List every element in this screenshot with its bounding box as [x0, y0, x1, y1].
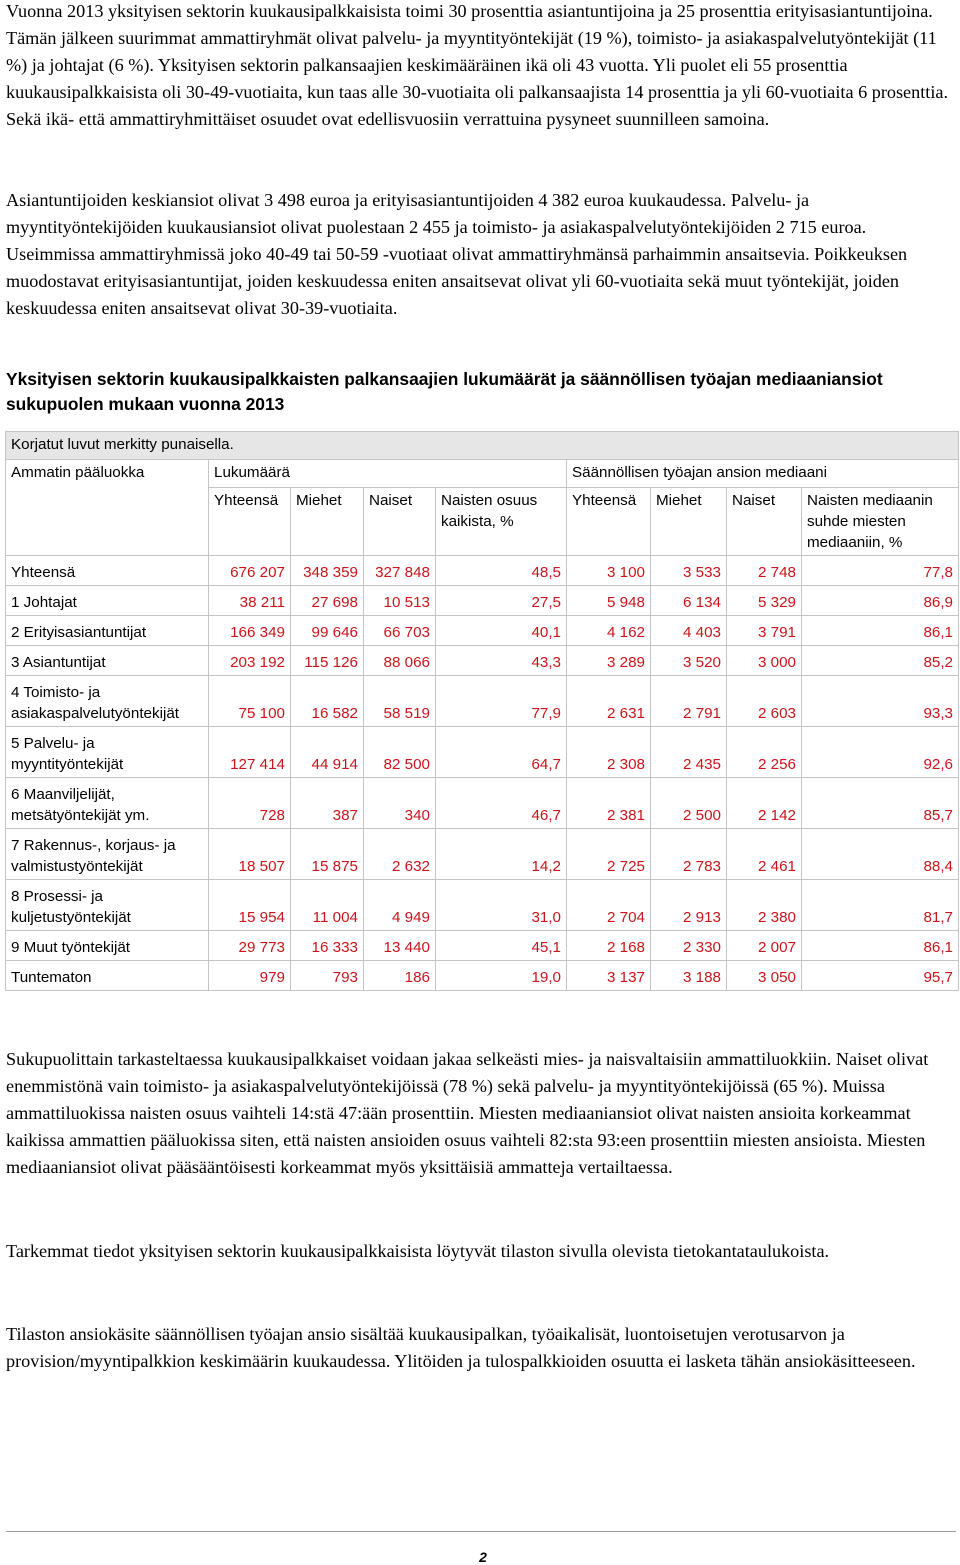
median-group-header: Säännöllisen työajan ansion mediaani — [567, 460, 959, 488]
count-share-cell: 19,0 — [436, 961, 567, 991]
page-number: 2 — [479, 1549, 487, 1565]
count-total-header: Yhteensä — [209, 488, 291, 556]
median-ratio-cell: 85,2 — [802, 646, 959, 676]
count-women-cell: 327 848 — [364, 556, 436, 586]
definition-paragraph: Tilaston ansiokäsite säännöllisen työajan ansio sisältää kuukausipalkan, työaikalisät, luontoisetujen verotusarvon ja provision/myyntipalkkion keskimäärin kuukaudessa. Ylitöiden ja tulospalkkioiden osuutta ei lasketa tähän ansiokäsitteeseen. — [6, 1324, 916, 1371]
median-total-cell: 2 725 — [567, 829, 651, 880]
median-ratio-cell: 86,1 — [802, 616, 959, 646]
count-total-cell: 127 414 — [209, 727, 291, 778]
row-category-label: 8 Prosessi- ja kuljetustyöntekijät — [6, 880, 209, 931]
count-share-cell: 31,0 — [436, 880, 567, 931]
median-men-cell: 3 520 — [651, 646, 727, 676]
median-ratio-cell: 81,7 — [802, 880, 959, 931]
group-header-row — [6, 460, 959, 488]
table-row — [6, 676, 959, 727]
median-men-cell: 2 783 — [651, 829, 727, 880]
table-row — [6, 829, 959, 880]
count-total-cell: 15 954 — [209, 880, 291, 931]
table-row — [6, 556, 959, 586]
table-row — [6, 931, 959, 961]
count-men-cell: 11 004 — [291, 880, 364, 931]
median-men-cell: 2 500 — [651, 778, 727, 829]
table-row — [6, 727, 959, 778]
median-total-cell: 3 289 — [567, 646, 651, 676]
count-men-cell: 16 582 — [291, 676, 364, 727]
earnings-paragraph: Asiantuntijoiden keskiansiot olivat 3 498 euroa ja erityisasiantuntijoiden 4 382 euroa kuukaudessa. Palvelu- ja myyntityöntekijöiden kuukausiansiot olivat puolestaan 2 455 ja toimisto- ja asiakaspalvelutyöntekijöiden 2 715 euroa. Useimmissa ammattiryhmissä joko 40-49 tai 50-59 -vuotiaat olivat ammattiryhmänsä parhaimmin ansaitsevia. Poikkeuksen muodostavat erityisasiantuntijat, joiden keskuudessa eniten ansaitsevat olivat yli 60-vuotiaita sekä muut työntekijät, joiden keskuudessa eniten ansaitsevat olivat 30-39-vuotiaita. — [6, 190, 908, 318]
count-men-header: Miehet — [291, 488, 364, 556]
count-women-cell: 58 519 — [364, 676, 436, 727]
median-ratio-cell: 93,3 — [802, 676, 959, 727]
footer-divider — [6, 1531, 956, 1532]
table-row — [6, 778, 959, 829]
count-women-cell: 82 500 — [364, 727, 436, 778]
median-total-cell: 2 381 — [567, 778, 651, 829]
median-men-cell: 6 134 — [651, 586, 727, 616]
table-row — [6, 880, 959, 931]
row-category-label: 9 Muut työntekijät — [6, 931, 209, 961]
median-men-cell: 2 791 — [651, 676, 727, 727]
median-men-cell: 2 435 — [651, 727, 727, 778]
count-women-cell: 186 — [364, 961, 436, 991]
count-share-cell: 40,1 — [436, 616, 567, 646]
count-total-cell: 203 192 — [209, 646, 291, 676]
count-women-cell: 13 440 — [364, 931, 436, 961]
count-total-cell: 18 507 — [209, 829, 291, 880]
count-men-cell: 115 126 — [291, 646, 364, 676]
median-total-cell: 2 168 — [567, 931, 651, 961]
median-ratio-cell: 86,9 — [802, 586, 959, 616]
count-men-cell: 16 333 — [291, 931, 364, 961]
count-total-cell: 979 — [209, 961, 291, 991]
count-share-cell: 64,7 — [436, 727, 567, 778]
count-men-cell: 387 — [291, 778, 364, 829]
median-men-cell: 3 188 — [651, 961, 727, 991]
table-row — [6, 586, 959, 616]
gender-paragraph: Sukupuolittain tarkasteltaessa kuukausipalkkaiset voidaan jakaa selkeästi mies- ja naisvaltaisiin ammattiluokkiin. Naiset olivat enemmistönä vain toimisto- ja asiakaspalvelutyöntekijöissä (78 %) sekä palvelu- ja myyntityöntekijöissä (65 %). Muissa ammattiluokissa naisten osuus vaihteli 14:stä 47:ään prosenttiin. Miesten mediaaniansiot olivat naisten ansioita korkeammat kaikissa ammattien pääluokissa siten, että naisten ansioiden osuus vaihteli 82:sta 93:een prosenttiin miesten ansioista. Miesten mediaaniansiot olivat pääsääntöisesti korkeammat myös yksittäisiä ammatteja vertailtaessa. — [6, 1049, 929, 1177]
median-ratio-cell: 88,4 — [802, 829, 959, 880]
earnings-table — [5, 431, 959, 991]
category-header: Ammatin pääluokka — [6, 460, 209, 556]
row-category-label: Tuntematon — [6, 961, 209, 991]
table-row — [6, 961, 959, 991]
median-women-cell: 2 380 — [727, 880, 802, 931]
median-women-header: Naiset — [727, 488, 802, 556]
table-body — [6, 432, 959, 991]
median-men-header: Miehet — [651, 488, 727, 556]
row-category-label: 6 Maanviljelijät, metsätyöntekijät ym. — [6, 778, 209, 829]
count-men-cell: 793 — [291, 961, 364, 991]
median-total-cell: 3 137 — [567, 961, 651, 991]
median-total-cell: 3 100 — [567, 556, 651, 586]
median-total-cell: 2 308 — [567, 727, 651, 778]
table-title: Yksityisen sektorin kuukausipalkkaisten palkansaajien lukumäärät ja säännöllisen työajan mediaaniansiot sukupuolen mukaan vuonna 2013 — [6, 369, 883, 414]
count-women-cell: 10 513 — [364, 586, 436, 616]
count-women-cell: 4 949 — [364, 880, 436, 931]
median-ratio-cell: 86,1 — [802, 931, 959, 961]
count-women-cell: 340 — [364, 778, 436, 829]
count-men-cell: 348 359 — [291, 556, 364, 586]
count-share-cell: 43,3 — [436, 646, 567, 676]
row-category-label: 2 Erityisasiantuntijat — [6, 616, 209, 646]
median-total-cell: 2 704 — [567, 880, 651, 931]
count-total-cell: 38 211 — [209, 586, 291, 616]
median-ratio-cell: 95,7 — [802, 961, 959, 991]
count-group-header: Lukumäärä — [209, 460, 567, 488]
row-category-label: 3 Asiantuntijat — [6, 646, 209, 676]
count-share-header: Naisten osuus kaikista, % — [436, 488, 567, 556]
table-note-row — [6, 432, 959, 460]
row-category-label: Yhteensä — [6, 556, 209, 586]
median-total-header: Yhteensä — [567, 488, 651, 556]
intro-paragraph: Vuonna 2013 yksityisen sektorin kuukausipalkkaisista toimi 30 prosenttia asiantuntijoina ja 25 prosenttia erityisasiantuntijoina. Tämän jälkeen suurimmat ammattiryhmät olivat palvelu- ja myyntityöntekijät (19 %), toimisto- ja asiakaspalvelutyöntekijät (11 %) ja johtajat (6 %). Yksityisen sektorin palkansaajien keskimääräinen ikä oli 43 vuotta. Yli puolet eli 55 prosenttia kuukausipalkkaisista oli 30-49-vuotiaita, kun taas alle 30-vuotiaita oli palkansaajista 14 prosenttia ja yli 60-vuotiaita 6 prosenttia. Sekä ikä- että ammattiryhmittäiset osuudet ovat edellisvuosiin verrattuina pysyneet suunnilleen samoina. — [6, 1, 948, 129]
count-total-cell: 676 207 — [209, 556, 291, 586]
median-women-cell: 2 603 — [727, 676, 802, 727]
more-info-paragraph: Tarkemmat tiedot yksityisen sektorin kuukausipalkkaisista löytyvät tilaston sivulla olevista tietokantataulukoista. — [6, 1241, 830, 1261]
count-women-cell: 66 703 — [364, 616, 436, 646]
count-total-cell: 166 349 — [209, 616, 291, 646]
count-share-cell: 46,7 — [436, 778, 567, 829]
count-total-cell: 728 — [209, 778, 291, 829]
median-ratio-cell: 92,6 — [802, 727, 959, 778]
median-women-cell: 3 791 — [727, 616, 802, 646]
count-women-header: Naiset — [364, 488, 436, 556]
median-women-cell: 2 748 — [727, 556, 802, 586]
count-men-cell: 27 698 — [291, 586, 364, 616]
median-women-cell: 2 007 — [727, 931, 802, 961]
count-men-cell: 15 875 — [291, 829, 364, 880]
median-total-cell: 4 162 — [567, 616, 651, 646]
median-ratio-cell: 77,8 — [802, 556, 959, 586]
count-share-cell: 27,5 — [436, 586, 567, 616]
median-women-cell: 3 050 — [727, 961, 802, 991]
median-women-cell: 5 329 — [727, 586, 802, 616]
count-men-cell: 99 646 — [291, 616, 364, 646]
median-men-cell: 2 913 — [651, 880, 727, 931]
median-total-cell: 5 948 — [567, 586, 651, 616]
median-women-cell: 2 256 — [727, 727, 802, 778]
count-share-cell: 45,1 — [436, 931, 567, 961]
count-total-cell: 75 100 — [209, 676, 291, 727]
count-women-cell: 88 066 — [364, 646, 436, 676]
count-total-cell: 29 773 — [209, 931, 291, 961]
row-category-label: 5 Palvelu- ja myyntityöntekijät — [6, 727, 209, 778]
row-category-label: 7 Rakennus-, korjaus- ja valmistustyöntekijät — [6, 829, 209, 880]
median-women-cell: 3 000 — [727, 646, 802, 676]
median-total-cell: 2 631 — [567, 676, 651, 727]
count-share-cell: 48,5 — [436, 556, 567, 586]
count-women-cell: 2 632 — [364, 829, 436, 880]
corrections-note: Korjatut luvut merkitty punaisella. — [6, 432, 959, 460]
median-women-cell: 2 461 — [727, 829, 802, 880]
median-ratio-header: Naisten mediaanin suhde miesten mediaaniin, % — [802, 488, 959, 556]
count-men-cell: 44 914 — [291, 727, 364, 778]
count-share-cell: 77,9 — [436, 676, 567, 727]
row-category-label: 4 Toimisto- ja asiakaspalvelutyöntekijät — [6, 676, 209, 727]
count-share-cell: 14,2 — [436, 829, 567, 880]
row-category-label: 1 Johtajat — [6, 586, 209, 616]
median-men-cell: 4 403 — [651, 616, 727, 646]
table-row — [6, 646, 959, 676]
median-men-cell: 2 330 — [651, 931, 727, 961]
median-men-cell: 3 533 — [651, 556, 727, 586]
median-women-cell: 2 142 — [727, 778, 802, 829]
median-ratio-cell: 85,7 — [802, 778, 959, 829]
table-row — [6, 616, 959, 646]
